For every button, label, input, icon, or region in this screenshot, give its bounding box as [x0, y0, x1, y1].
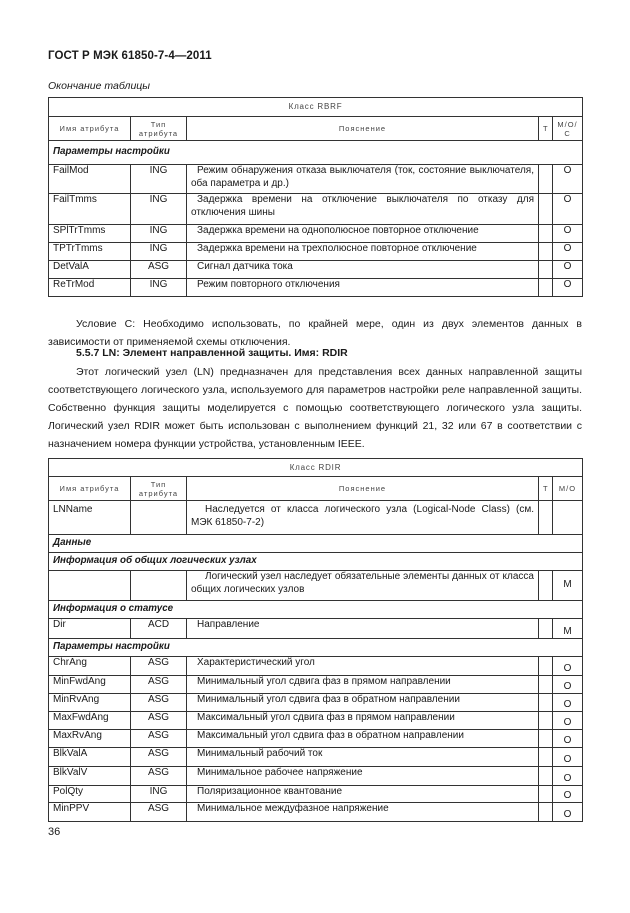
table-row — [49, 261, 583, 279]
attr-desc: Минимальный рабочий ток — [187, 748, 539, 767]
attr-name: TPTrTmms — [49, 243, 131, 261]
col-header-mo: М/О/С — [553, 117, 583, 141]
col-header-name: Имя атрибута — [49, 117, 131, 141]
table-row — [49, 194, 583, 225]
attr-mo: O — [553, 694, 583, 712]
attr-desc: Режим обнаружения отказа выключателя (ток, состояние выключателя, оба параметра и др.) — [187, 165, 539, 194]
col-header-desc: Пояснение — [187, 477, 539, 501]
attr-type: ASG — [131, 767, 187, 786]
attr-t — [539, 676, 553, 694]
table-row — [49, 279, 583, 297]
attr-type: ING — [131, 225, 187, 243]
table-row — [49, 803, 583, 822]
table-row — [49, 165, 583, 194]
page-number: 36 — [48, 826, 61, 838]
attr-name: MinRvAng — [49, 694, 131, 712]
table-row — [49, 657, 583, 676]
attr-desc: Минимальное междуфазное напряжение — [187, 803, 539, 822]
attr-desc: Минимальный угол сдвига фаз в обратном направлении — [187, 694, 539, 712]
table-row — [49, 243, 583, 261]
attr-desc: Наследуется от класса логического узла (Logical-Node Class) (см. МЭК 61850-7-2) — [187, 501, 539, 535]
attr-t — [539, 501, 553, 535]
section-data: Данные — [49, 535, 583, 553]
attr-name: FailMod — [49, 165, 131, 194]
attr-type: ASG — [131, 694, 187, 712]
attr-mo: O — [553, 243, 583, 261]
attr-t — [539, 243, 553, 261]
attr-type: ING — [131, 243, 187, 261]
section-body: Этот логический узел (LN) предназначен для представления всех данных направленной защиты соответствующего логического узла, используемого для параметров настройки реле направленной защиты. Собственно функция защиты моделируется с помощью соответствующего логического узла защиты. Логический узел RDIR может быть использован с выполнением функций 21, 32 или 67 в соответствии с назначением номера функции устройства, установленным IEEE. — [48, 366, 582, 450]
attr-t — [539, 657, 553, 676]
attr-name: MaxFwdAng — [49, 712, 131, 730]
section-row — [49, 639, 583, 657]
class-title: Класс RBRF — [49, 98, 583, 117]
attr-mo: O — [553, 225, 583, 243]
section-status: Информация о статусе — [49, 601, 583, 619]
col-header-name: Имя атрибута — [49, 477, 131, 501]
table-row — [49, 225, 583, 243]
attr-mo: O — [553, 803, 583, 822]
attr-mo: O — [553, 676, 583, 694]
attr-type: ING — [131, 279, 187, 297]
section-settings: Параметры настройки — [49, 141, 583, 165]
standard-header: ГОСТ Р МЭК 61850-7-4—2011 — [48, 50, 212, 62]
attr-t — [539, 571, 553, 601]
attr-desc: Характеристический угол — [187, 657, 539, 676]
attr-desc: Режим повторного отключения — [187, 279, 539, 297]
attr-type: ASG — [131, 712, 187, 730]
attr-type: ASG — [131, 803, 187, 822]
attr-mo: O — [553, 712, 583, 730]
col-header-t: T — [539, 477, 553, 501]
table-row — [49, 786, 583, 803]
attr-mo: O — [553, 730, 583, 748]
col-header-mo: М/О — [553, 477, 583, 501]
section-row — [49, 141, 583, 165]
attr-type: ASG — [131, 730, 187, 748]
attr-t — [539, 279, 553, 297]
attr-name: FailTmms — [49, 194, 131, 225]
section-settings: Параметры настройки — [49, 639, 583, 657]
table-row — [49, 501, 583, 535]
attr-desc: Сигнал датчика тока — [187, 261, 539, 279]
attr-mo: O — [553, 657, 583, 676]
attr-type — [131, 571, 187, 601]
attr-mo: O — [553, 279, 583, 297]
attr-type: ASG — [131, 657, 187, 676]
table-row — [49, 676, 583, 694]
col-header-desc: Пояснение — [187, 117, 539, 141]
attr-t — [539, 225, 553, 243]
attr-name: Dir — [49, 619, 131, 639]
table-row — [49, 694, 583, 712]
table-row — [49, 712, 583, 730]
attr-mo: M — [553, 571, 583, 601]
attr-desc: Задержка времени на однополюсное повторное отключение — [187, 225, 539, 243]
attr-t — [539, 194, 553, 225]
rbrf-table — [48, 97, 583, 297]
attr-mo: M — [553, 619, 583, 639]
attr-type: ASG — [131, 261, 187, 279]
section-heading: 5.5.7 LN: Элемент направленной защиты. Имя: RDIR — [76, 347, 348, 359]
table-class-row — [49, 459, 583, 477]
attr-desc: Минимальный угол сдвига фаз в прямом направлении — [187, 676, 539, 694]
attr-type: ASG — [131, 676, 187, 694]
attr-t — [539, 712, 553, 730]
table-caption: Окончание таблицы — [48, 80, 151, 92]
table-row — [49, 767, 583, 786]
col-header-type: Тип атрибута — [131, 477, 187, 501]
table-class-row — [49, 98, 583, 117]
attr-mo: O — [553, 786, 583, 803]
attr-type: ING — [131, 786, 187, 803]
attr-mo: O — [553, 165, 583, 194]
table-row — [49, 748, 583, 767]
attr-t — [539, 694, 553, 712]
section-row — [49, 553, 583, 571]
attr-t — [539, 619, 553, 639]
table-header-row — [49, 477, 583, 501]
attr-desc: Задержка времени на отключение выключателя по отказу для отключения шины — [187, 194, 539, 225]
attr-t — [539, 803, 553, 822]
table-header-row — [49, 117, 583, 141]
attr-mo: O — [553, 261, 583, 279]
attr-t — [539, 730, 553, 748]
attr-desc: Минимальное рабочее напряжение — [187, 767, 539, 786]
attr-mo: O — [553, 767, 583, 786]
section-row — [49, 601, 583, 619]
class-title: Класс RDIR — [49, 459, 583, 477]
attr-type: ING — [131, 165, 187, 194]
col-header-type: Тип атрибута — [131, 117, 187, 141]
attr-desc: Поляризационное квантование — [187, 786, 539, 803]
attr-name: SPlTrTmms — [49, 225, 131, 243]
attr-name: PolQty — [49, 786, 131, 803]
attr-name — [49, 571, 131, 601]
col-header-t: T — [539, 117, 553, 141]
attr-t — [539, 767, 553, 786]
attr-t — [539, 261, 553, 279]
attr-name: BlkValV — [49, 767, 131, 786]
attr-name: BlkValA — [49, 748, 131, 767]
attr-type: ACD — [131, 619, 187, 639]
attr-type — [131, 501, 187, 535]
attr-name: MinFwdAng — [49, 676, 131, 694]
attr-type: ASG — [131, 748, 187, 767]
section-row — [49, 535, 583, 553]
attr-name: DetValA — [49, 261, 131, 279]
attr-mo: O — [553, 194, 583, 225]
rdir-table — [48, 458, 583, 822]
attr-desc: Направление — [187, 619, 539, 639]
attr-name: ReTrMod — [49, 279, 131, 297]
attr-t — [539, 748, 553, 767]
attr-desc: Логический узел наследует обязательные элементы данных от класса общих логических узлов — [187, 571, 539, 601]
attr-desc: Задержка времени на трехполюсное повторное отключение — [187, 243, 539, 261]
attr-type: ING — [131, 194, 187, 225]
attr-name: LNName — [49, 501, 131, 535]
condition-paragraph: Условие С: Необходимо использовать, по крайней мере, один из двух элементов данных в зависимости от применяемой схемы отключения. — [48, 318, 582, 348]
table-row — [49, 619, 583, 639]
attr-name: MinPPV — [49, 803, 131, 822]
attr-t — [539, 786, 553, 803]
attr-desc: Максимальный угол сдвига фаз в обратном направлении — [187, 730, 539, 748]
attr-name: ChrAng — [49, 657, 131, 676]
attr-desc: Максимальный угол сдвига фаз в прямом направлении — [187, 712, 539, 730]
section-common: Информация об общих логических узлах — [49, 553, 583, 571]
attr-t — [539, 165, 553, 194]
attr-name: MaxRvAng — [49, 730, 131, 748]
table-row — [49, 571, 583, 601]
attr-mo: O — [553, 748, 583, 767]
table-row — [49, 730, 583, 748]
attr-mo — [553, 501, 583, 535]
